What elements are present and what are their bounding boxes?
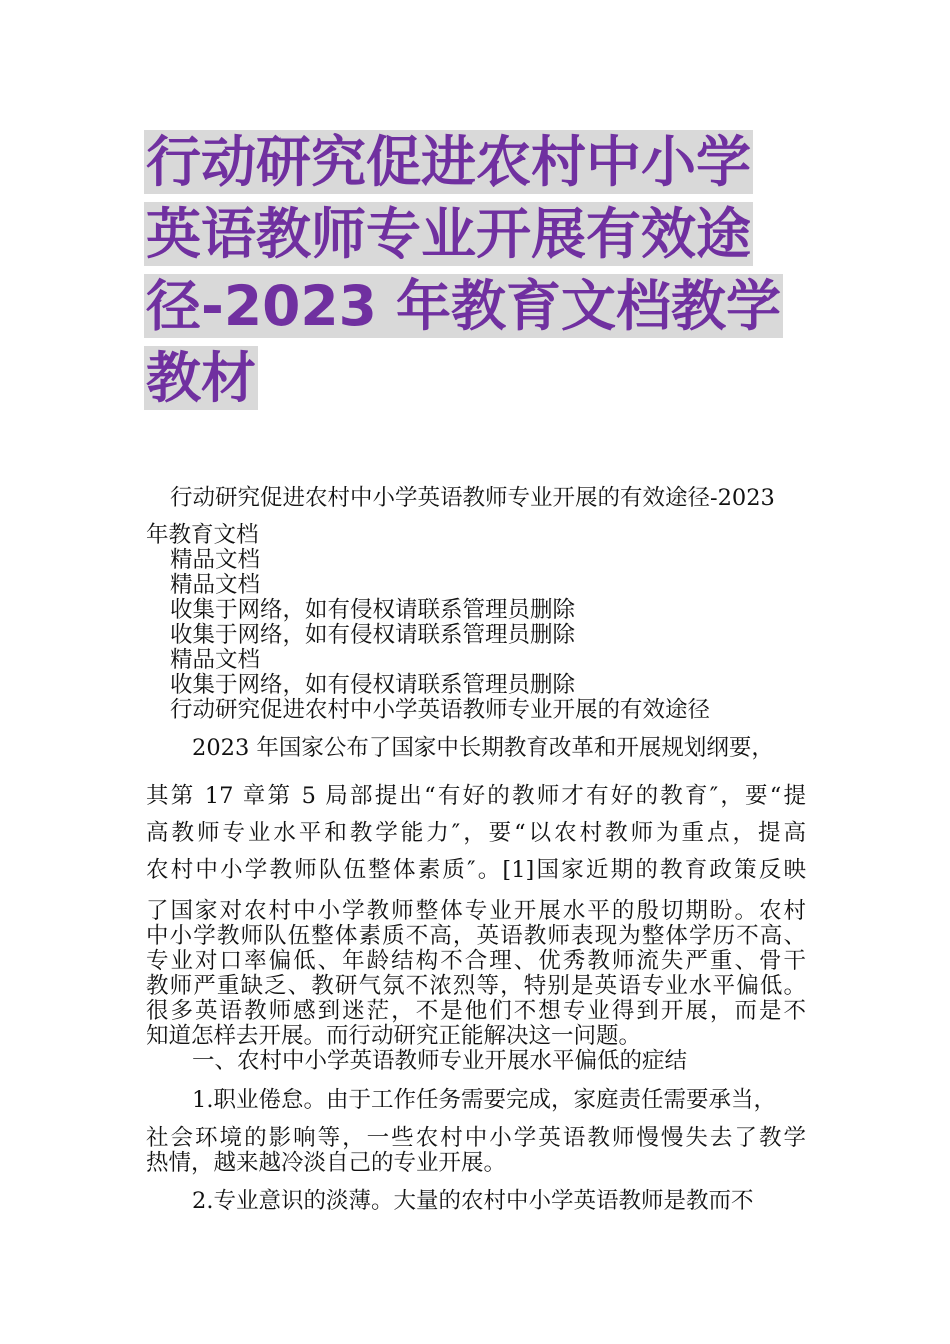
paragraph-line: 1.职业倦怠。由于工作任务需要完成，家庭责任需要承当，	[192, 1087, 776, 1113]
header-line: 收集于网络，如有侵权请联系管理员删除	[170, 622, 576, 648]
title-line: 径-2023 年教育文档教学	[146, 274, 782, 338]
header-line: 精品文档	[170, 572, 261, 598]
paragraph-line: 其第 17 章第 5 局部提出“有好的教师才有好的教育″，要“提	[146, 783, 806, 809]
title-line: 英语教师专业开展有效途	[146, 202, 752, 266]
paragraph-line: 社会环境的影响等，一些农村中小学英语教师慢慢失去了教学	[146, 1125, 806, 1151]
paragraph-line: 2023 年国家公布了国家中长期教育改革和开展规划纲要，	[192, 735, 774, 761]
paragraph-line: 教师严重缺乏、教研气氛不浓烈等，特别是英语专业水平偏低。	[146, 973, 806, 999]
header-line: 精品文档	[170, 547, 261, 573]
paragraph-line: 高教师专业水平和教学能力″，要“以农村教师为重点，提高	[146, 820, 806, 846]
title-line: 教材	[146, 346, 257, 410]
header-line: 行动研究促进农村中小学英语教师专业开展的有效途径-2023	[170, 485, 775, 511]
header-line: 行动研究促进农村中小学英语教师专业开展的有效途径	[170, 697, 711, 723]
document-title	[144, 126, 814, 414]
header-line: 收集于网络，如有侵权请联系管理员删除	[170, 597, 576, 623]
paragraph-line: 2.专业意识的淡薄。大量的农村中小学英语教师是教而不	[192, 1188, 754, 1214]
paragraph-line: 了国家对农村中小学教师整体专业开展水平的殷切期盼。农村	[146, 898, 806, 924]
title-line: 行动研究促进农村中小学	[146, 130, 752, 194]
section-heading: 一、农村中小学英语教师专业开展水平偏低的症结	[192, 1048, 688, 1074]
header-line: 年教育文档	[146, 522, 259, 548]
header-line: 精品文档	[170, 647, 261, 673]
paragraph-line: 农村中小学教师队伍整体素质″。[1]国家近期的教育政策反映	[146, 857, 806, 883]
header-line: 收集于网络，如有侵权请联系管理员删除	[170, 672, 576, 698]
paragraph-line: 专业对口率偏低、年龄结构不合理、优秀教师流失严重、骨干	[146, 948, 806, 974]
paragraph-line: 中小学教师队伍整体素质不高，英语教师表现为整体学历不高、	[146, 923, 806, 949]
paragraph-line: 热情，越来越冷淡自己的专业开展。	[146, 1150, 507, 1176]
paragraph-line: 很多英语教师感到迷茫，不是他们不想专业得到开展，而是不	[146, 998, 806, 1024]
paragraph-line: 知道怎样去开展。而行动研究正能解决这一问题。	[146, 1023, 642, 1049]
